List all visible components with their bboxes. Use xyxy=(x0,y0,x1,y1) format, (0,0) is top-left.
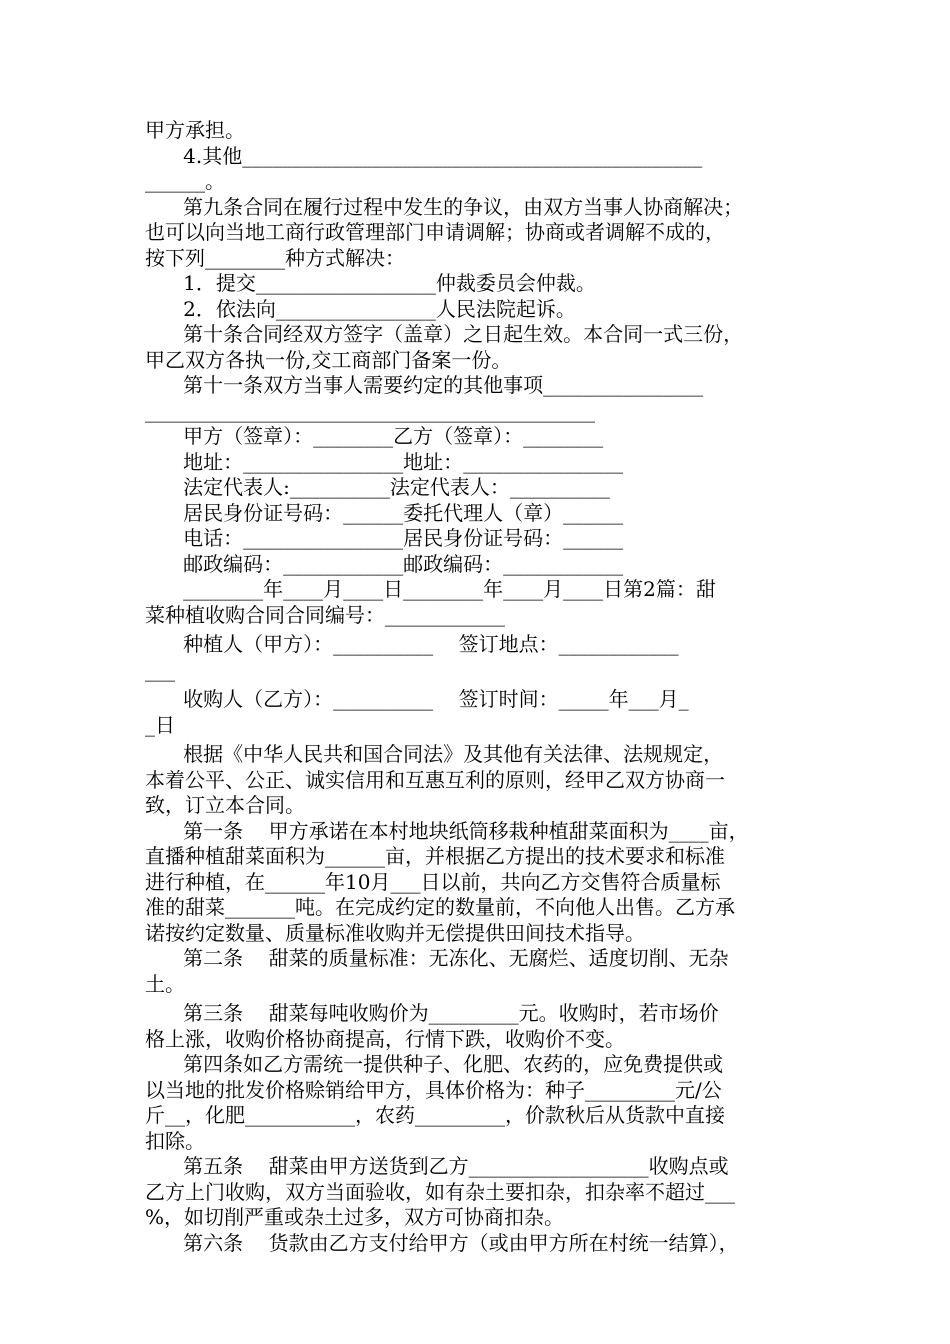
text-line: ______。 xyxy=(145,169,225,193)
text-line: 甲乙双方各执一份,交工商部门备案一份。 xyxy=(145,347,512,372)
text-line: %，如切削严重或杂土过多，双方可协商扣杂。 xyxy=(145,1205,565,1229)
text-line: 格上涨，收购价格协商提高，行情下跌，收购价不变。 xyxy=(145,1026,625,1051)
text-line: 第一条 甲方承诺在本村地块纸筒移栽种植甜菜面积为____亩， xyxy=(145,818,749,843)
text-line: 4.其他______________________________________________ xyxy=(145,143,703,168)
text-line: 土。 xyxy=(145,971,185,996)
text-line: 甲方承担。 xyxy=(145,118,245,142)
signature-line: 甲方（签章）：________乙方（签章）：________ xyxy=(145,424,604,448)
text-line: _____________________________________________ xyxy=(145,398,595,423)
text-line: 第六条 货款由乙方支付给甲方（或由甲方所在村统一结算）， xyxy=(145,1230,739,1255)
text-line: 第十一条双方当事人需要约定的其他事项________________ xyxy=(145,373,704,397)
party-line: 种植人（甲方）：__________ 签订地点：____________ xyxy=(145,632,679,656)
text-line: 第四条如乙方需统一提供种子、化肥、农药的，应免费提供或 xyxy=(145,1052,724,1076)
contract-text xyxy=(145,118,810,1256)
text-line: 致，订立本合同。 xyxy=(145,793,305,817)
signature-line: 地址：________________地址：________________ xyxy=(145,449,624,474)
text-line: ___ xyxy=(145,657,175,682)
text-line: 2．依法向________________人民法院起诉。 xyxy=(145,296,576,321)
text-line: 诺按约定数量、质量标准收购并无偿提供田间技术指导。 xyxy=(145,920,645,945)
text-line: 第三条 甜菜每吨收购价为_________元。收购时，若市场价 xyxy=(145,1001,719,1025)
party-line: 收购人（乙方）：__________ 签订时间：_____年___月_ xyxy=(145,687,689,711)
text-line: 直播种植甜菜面积为______亩，并根据乙方提出的技术要求和标准 xyxy=(145,844,725,868)
text-line: 第九条合同在履行过程中发生的争议，由双方当事人协商解决； xyxy=(145,194,744,219)
text-line: 第二条 甜菜的质量标准：无冻化、无腐烂、适度切削、无杂 xyxy=(145,946,729,970)
text-line: 第十条合同经双方签字（盖章）之日起生效。本合同一式三份， xyxy=(145,322,744,346)
text-line: 斤__，化肥___________，农药_________，价款秋后从货款中直接 xyxy=(145,1103,725,1127)
text-line: 根据《中华人民共和国合同法》及其他有关法律、法规规定， xyxy=(145,742,724,766)
text-line: 按下列________种方式解决： xyxy=(145,245,405,270)
text-line: 扣除。 xyxy=(145,1128,205,1153)
text-line: 乙方上门收购，双方当面验收，如有杂土要扣杂，扣杂率不超过___ xyxy=(145,1179,735,1204)
signature-line: 邮政编码：____________邮政编码：____________ xyxy=(145,551,624,576)
contract-title-line: 菜种植收购合同合同编号：____________ xyxy=(145,602,505,627)
signature-line: 法定代表人:__________法定代表人：__________ xyxy=(145,475,610,499)
signature-line: 居民身份证号码：______委托代理人（章）______ xyxy=(145,500,624,525)
text-line: _日 xyxy=(145,712,175,737)
date-line: ________年____月____日________年____月____日第2篇：甜 xyxy=(145,577,716,601)
text-line: 准的甜菜_______吨。在完成约定的数量前，不向他人出售。乙方承 xyxy=(145,895,735,919)
text-line: 第五条 甜菜由甲方送货到乙方__________________收购点或 xyxy=(145,1154,729,1178)
text-line: 也可以向当地工商行政管理部门申请调解；协商或者调解不成的， xyxy=(145,220,725,244)
text-line: 以当地的批发价格赊销给甲方，具体价格为：种子_________元/公 xyxy=(145,1077,722,1102)
signature-line: 电话：________________居民身份证号码：______ xyxy=(145,526,624,550)
text-line: 本着公平、公正、诚实信用和互惠互利的原则，经甲乙双方协商一 xyxy=(145,767,725,792)
text-line: 进行种植，在______年10月___日以前，共向乙方交售符合质量标 xyxy=(145,869,721,894)
text-line: 1．提交__________________仲裁委员会仲裁。 xyxy=(145,271,596,295)
